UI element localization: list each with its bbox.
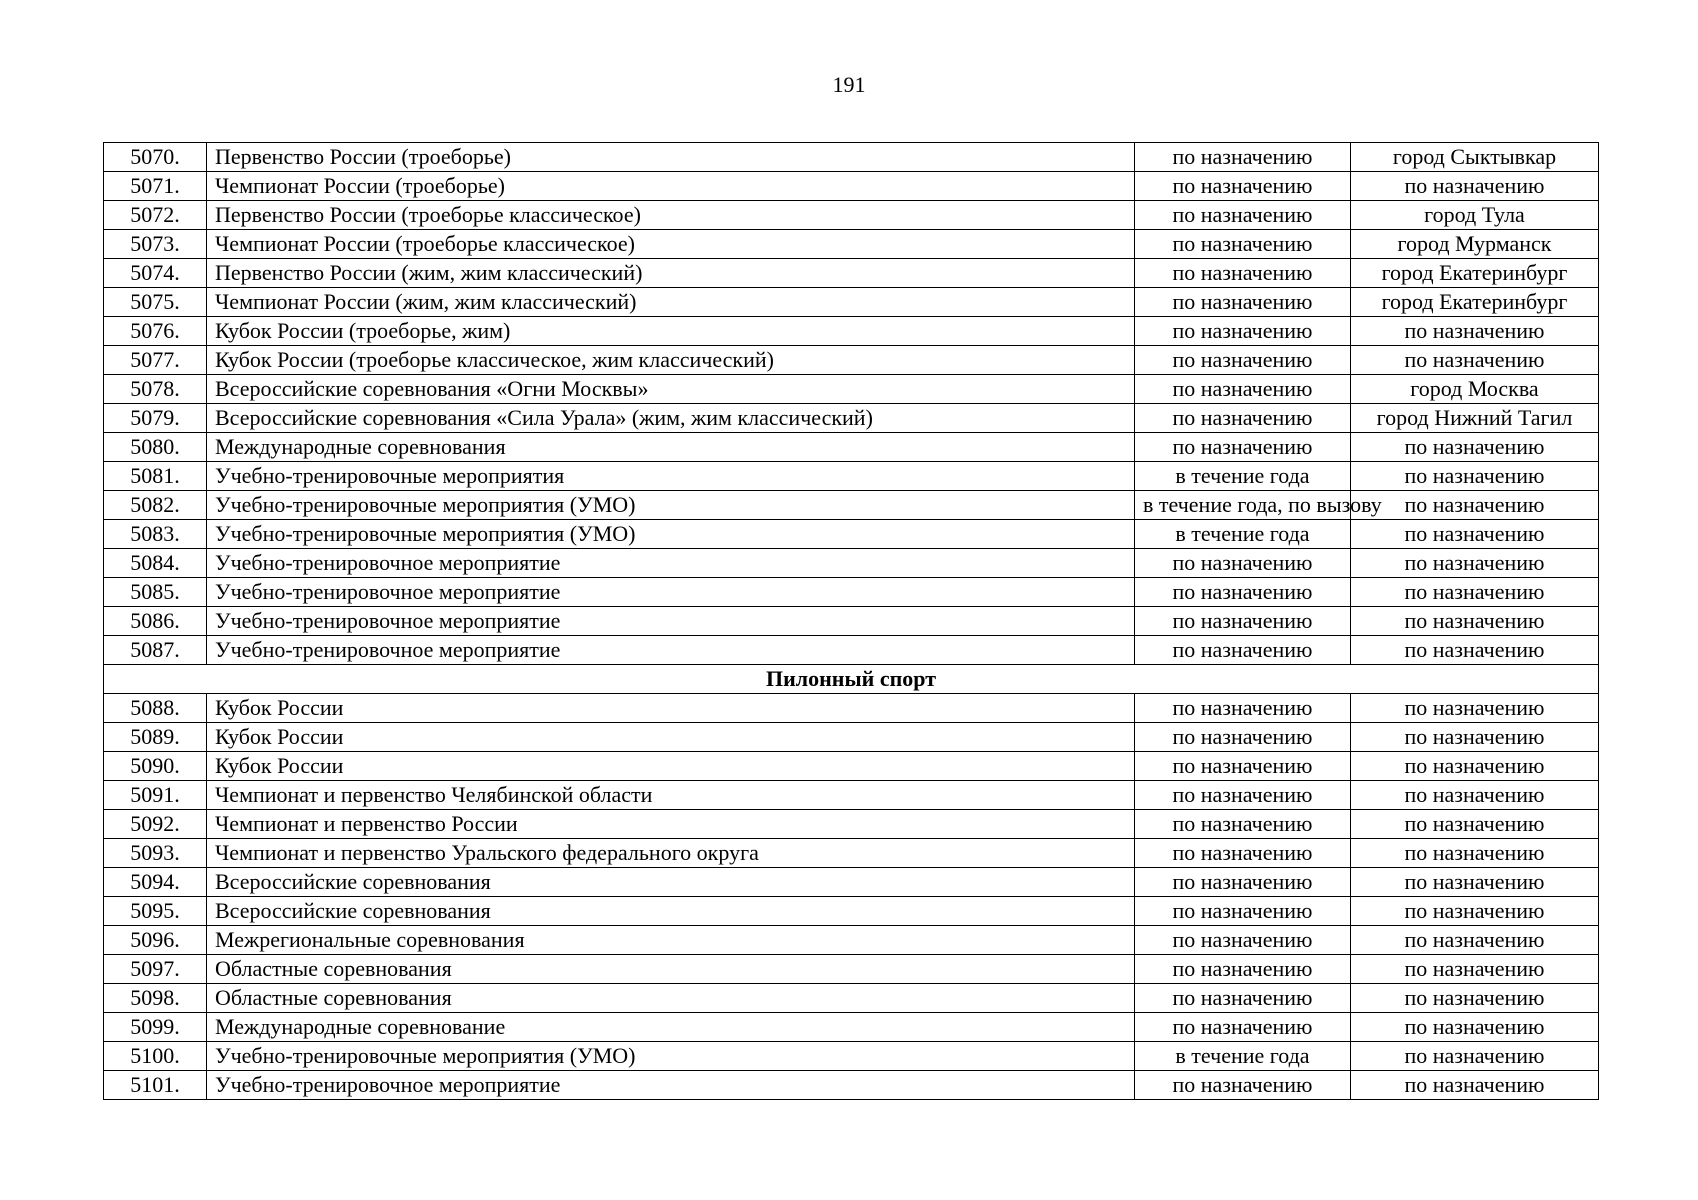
table-row [104,897,1599,926]
event-name: Международные соревнования [207,433,1135,462]
event-place: город Мурманск [1351,230,1599,259]
event-place: по назначению [1351,433,1599,462]
table-row [104,723,1599,752]
event-name: Кубок России (троеборье классическое, жим классический) [207,346,1135,375]
event-place: город Нижний Тагил [1351,404,1599,433]
row-number: 5085. [104,578,207,607]
row-number: 5071. [104,172,207,201]
event-place: по назначению [1351,607,1599,636]
table-row [104,143,1599,172]
event-date: по назначению [1135,230,1351,259]
event-place: по назначению [1351,1013,1599,1042]
event-name: Всероссийские соревнования «Огни Москвы» [207,375,1135,404]
table-row [104,288,1599,317]
event-name: Учебно-тренировочное мероприятие [207,607,1135,636]
table-row [104,868,1599,897]
table-row [104,926,1599,955]
event-place: по назначению [1351,984,1599,1013]
event-place: по назначению [1351,897,1599,926]
row-number: 5091. [104,781,207,810]
event-date: по назначению [1135,1013,1351,1042]
table-row [104,520,1599,549]
table-row [104,462,1599,491]
row-number: 5097. [104,955,207,984]
row-number: 5087. [104,636,207,665]
row-number: 5073. [104,230,207,259]
event-name: Учебно-тренировочное мероприятие [207,549,1135,578]
event-date: по назначению [1135,172,1351,201]
event-date: в течение года [1135,462,1351,491]
section-title: Пилонный спорт [104,665,1599,694]
row-number: 5080. [104,433,207,462]
row-number: 5079. [104,404,207,433]
event-date: по назначению [1135,259,1351,288]
page-number: 191 [832,72,866,97]
event-date: по назначению [1135,926,1351,955]
table-row [104,781,1599,810]
table-row [104,201,1599,230]
event-name: Областные соревнования [207,984,1135,1013]
row-number: 5093. [104,839,207,868]
event-place: по назначению [1351,839,1599,868]
event-name: Кубок России [207,723,1135,752]
event-name: Чемпионат России (жим, жим классический) [207,288,1135,317]
events-table [103,142,1599,1100]
row-number: 5095. [104,897,207,926]
event-date: по назначению [1135,346,1351,375]
event-name: Чемпионат и первенство Челябинской области [207,781,1135,810]
row-number: 5075. [104,288,207,317]
event-name: Кубок России [207,752,1135,781]
table-row [104,752,1599,781]
event-date: по назначению [1135,781,1351,810]
table-row [104,317,1599,346]
row-number: 5101. [104,1071,207,1100]
event-name: Всероссийские соревнования [207,897,1135,926]
event-place: по назначению [1351,810,1599,839]
row-number: 5098. [104,984,207,1013]
event-date: по назначению [1135,810,1351,839]
table-row [104,230,1599,259]
row-number: 5074. [104,259,207,288]
event-place: по назначению [1351,172,1599,201]
event-name: Первенство России (жим, жим классический) [207,259,1135,288]
event-place: по назначению [1351,317,1599,346]
row-number: 5096. [104,926,207,955]
event-place: по назначению [1351,549,1599,578]
event-place: по назначению [1351,346,1599,375]
event-name: Учебно-тренировочные мероприятия (УМО) [207,1042,1135,1071]
event-name: Всероссийские соревнования [207,868,1135,897]
row-number: 5092. [104,810,207,839]
row-number: 5088. [104,694,207,723]
table-row [104,375,1599,404]
row-number: 5081. [104,462,207,491]
section-header-row [104,665,1599,694]
table-row [104,984,1599,1013]
event-date: по назначению [1135,288,1351,317]
event-place: по назначению [1351,752,1599,781]
event-date: по назначению [1135,1071,1351,1100]
row-number: 5094. [104,868,207,897]
event-date: по назначению [1135,839,1351,868]
event-date: по назначению [1135,607,1351,636]
row-number: 5072. [104,201,207,230]
event-place: по назначению [1351,491,1599,520]
event-place: по назначению [1351,723,1599,752]
event-date: в течение года, по вызову [1135,491,1351,520]
table-row [104,259,1599,288]
row-number: 5100. [104,1042,207,1071]
event-name: Учебно-тренировочное мероприятие [207,1071,1135,1100]
events-section-a [104,143,1599,665]
row-number: 5082. [104,491,207,520]
event-date: по назначению [1135,752,1351,781]
event-date: по назначению [1135,723,1351,752]
event-date: по назначению [1135,143,1351,172]
event-name: Чемпионат России (троеборье классическое) [207,230,1135,259]
events-section-b-header [104,665,1599,694]
event-date: по назначению [1135,317,1351,346]
event-place: город Москва [1351,375,1599,404]
table-row [104,810,1599,839]
event-name: Учебно-тренировочное мероприятие [207,578,1135,607]
event-date: по назначению [1135,549,1351,578]
event-name: Первенство России (троеборье классическое) [207,201,1135,230]
event-date: по назначению [1135,433,1351,462]
table-row [104,1013,1599,1042]
row-number: 5099. [104,1013,207,1042]
table-row [104,839,1599,868]
event-date: по назначению [1135,636,1351,665]
event-name: Международные соревнование [207,1013,1135,1042]
event-name: Кубок России [207,694,1135,723]
event-date: по назначению [1135,404,1351,433]
table-row [104,955,1599,984]
event-date: по назначению [1135,897,1351,926]
event-place: город Екатеринбург [1351,288,1599,317]
event-date: по назначению [1135,578,1351,607]
row-number: 5084. [104,549,207,578]
event-place: по назначению [1351,520,1599,549]
table-row [104,346,1599,375]
event-place: по назначению [1351,1042,1599,1071]
event-place: по назначению [1351,1071,1599,1100]
events-section-b [104,694,1599,1100]
event-name: Учебно-тренировочные мероприятия (УМО) [207,520,1135,549]
event-place: по назначению [1351,694,1599,723]
event-name: Всероссийские соревнования «Сила Урала» (жим, жим классический) [207,404,1135,433]
table-row [104,578,1599,607]
row-number: 5077. [104,346,207,375]
event-place: город Сыктывкар [1351,143,1599,172]
row-number: 5070. [104,143,207,172]
event-place: город Тула [1351,201,1599,230]
event-place: по назначению [1351,578,1599,607]
table-row [104,433,1599,462]
row-number: 5090. [104,752,207,781]
row-number: 5086. [104,607,207,636]
event-date: по назначению [1135,984,1351,1013]
event-name: Учебно-тренировочные мероприятия (УМО) [207,491,1135,520]
event-name: Чемпионат и первенство России [207,810,1135,839]
event-name: Первенство России (троеборье) [207,143,1135,172]
row-number: 5078. [104,375,207,404]
event-name: Кубок России (троеборье, жим) [207,317,1135,346]
table-row [104,1042,1599,1071]
event-date: по назначению [1135,955,1351,984]
table-row [104,404,1599,433]
event-date: по назначению [1135,868,1351,897]
table-row [104,491,1599,520]
event-name: Чемпионат и первенство Уральского федерального округа [207,839,1135,868]
event-date: в течение года [1135,520,1351,549]
event-date: по назначению [1135,694,1351,723]
event-date: по назначению [1135,375,1351,404]
event-name: Областные соревнования [207,955,1135,984]
event-date: по назначению [1135,201,1351,230]
event-name: Учебно-тренировочные мероприятия [207,462,1135,491]
event-place: по назначению [1351,462,1599,491]
table-row [104,694,1599,723]
event-place: по назначению [1351,926,1599,955]
table-row [104,172,1599,201]
event-place: по назначению [1351,868,1599,897]
event-place: по назначению [1351,636,1599,665]
row-number: 5083. [104,520,207,549]
row-number: 5076. [104,317,207,346]
event-name: Межрегиональные соревнования [207,926,1135,955]
event-date: в течение года [1135,1042,1351,1071]
event-place: по назначению [1351,955,1599,984]
table-row [104,607,1599,636]
event-place: город Екатеринбург [1351,259,1599,288]
event-place: по назначению [1351,781,1599,810]
table-row [104,636,1599,665]
table-row [104,549,1599,578]
row-number: 5089. [104,723,207,752]
table-row [104,1071,1599,1100]
event-name: Чемпионат России (троеборье) [207,172,1135,201]
event-name: Учебно-тренировочное мероприятие [207,636,1135,665]
